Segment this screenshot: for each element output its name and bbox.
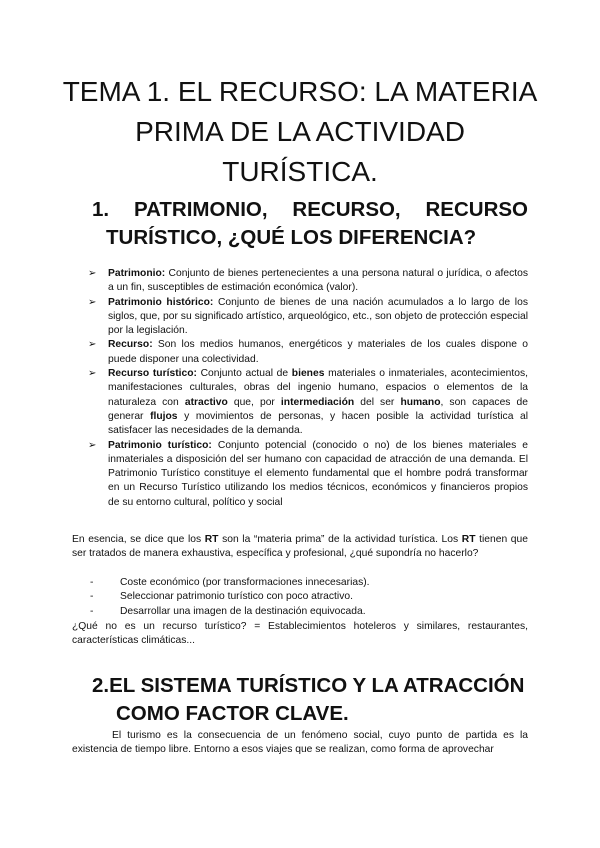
title-line-1: TEMA 1. EL RECURSO: LA MATERIA xyxy=(62,76,538,107)
definition-text: Son los medios humanos, energéticos y materiales de los cuales dispone o puede disponer una colectividad. xyxy=(108,339,528,365)
arrow-bullet-icon: ➢ xyxy=(88,268,97,279)
term: Patrimonio turístico: xyxy=(108,439,212,451)
arrow-bullet-icon: ➢ xyxy=(88,339,97,351)
section-1-heading-row-1 xyxy=(92,196,528,224)
keyword: humano xyxy=(400,396,441,408)
definitions-list xyxy=(88,267,528,510)
section-1-heading-row-2: TURÍSTICO, ¿QUÉ LOS DIFERENCIA? xyxy=(106,226,477,249)
list-item xyxy=(88,338,528,367)
consequences-list xyxy=(90,576,510,619)
section-2-heading-row-1: 2.EL SISTEMA TURÍSTICO Y LA ATRACCIÓN xyxy=(92,674,525,697)
paragraph-text: son la “materia prima” de la actividad turística. Los xyxy=(218,534,462,545)
keyword: RT xyxy=(204,534,219,545)
section-2-heading-row-2: COMO FACTOR CLAVE. xyxy=(116,702,349,725)
paragraph-materia-prima xyxy=(72,533,528,562)
definition-text: y movimientos de personas, y hacen posible la actividad turística al satisfacer las necesidades de la demanda. xyxy=(108,410,529,437)
list-item xyxy=(88,439,528,510)
page-title xyxy=(60,72,540,192)
keyword: RT xyxy=(461,534,476,545)
definition-text: , son capaces de generar xyxy=(108,396,528,422)
term: Patrimonio: xyxy=(108,268,166,279)
definition-text: que, por xyxy=(227,396,281,408)
definition-text: Conjunto de bienes pertenecientes a una persona natural o jurídica, o afectos a un fin, susceptibles de estimación económica (valor). xyxy=(108,268,528,294)
keyword: flujos xyxy=(150,410,178,422)
title-line-3: TURÍSTICA. xyxy=(222,156,378,187)
section-1-heading xyxy=(92,196,528,252)
section-1-word-1: PATRIMONIO, xyxy=(133,198,268,221)
section-1-word-3: RECURSO xyxy=(425,198,528,221)
list-item: - Coste económico (por transformaciones innecesarias). xyxy=(90,576,510,590)
list-item xyxy=(88,367,528,438)
paragraph-text: En esencia, se dice que los xyxy=(72,534,205,545)
paragraph-tourism-system: El turismo es la consecuencia de un fenómeno social, cuyo punto de partida es la existencia de tiempo libre. Entorno a esos viajes que se realizan, como forma de aprovechar xyxy=(72,730,528,756)
title-line-2: PRIMA DE LA ACTIVIDAD xyxy=(135,116,465,147)
definition-text: Conjunto de bienes de una nación acumulados a lo largo de los siglos, que, por su significado artístico, arqueológico, etc., son objeto de protección especial por la legislación. xyxy=(108,296,528,337)
arrow-bullet-icon: ➢ xyxy=(88,368,97,380)
keyword: bienes xyxy=(291,368,325,380)
definition-text: Conjunto potencial (conocido o no) de los bienes materiales e inmateriales a disposición del ser humano con capacidad de atracción de una demanda. El Patrimonio Turístico constituye el elemento fundamental que el hombre podrá transformar en un Recurso Turístico utilizando los medios técnicos, económicos y financieros propios de su entorno cultural, político y social xyxy=(108,439,529,508)
arrow-bullet-icon: ➢ xyxy=(88,296,97,308)
arrow-bullet-icon: ➢ xyxy=(88,439,97,451)
term: Recurso turístico: xyxy=(108,368,197,380)
paragraph-not-resource: ¿Qué no es un recurso turístico? = Establecimientos hoteleros y similares, restaurantes, características climáticas... xyxy=(72,621,528,647)
term: Recurso: xyxy=(108,339,153,351)
keyword: intermediación xyxy=(280,396,355,408)
section-1-number: 1. xyxy=(92,198,110,221)
list-item: - Seleccionar patrimonio turístico con poco atractivo. xyxy=(90,590,510,604)
list-item xyxy=(88,296,528,339)
definition-text: Conjunto actual de xyxy=(196,368,292,380)
paragraph-text: tienen que ser tratados de manera exhaustiva, específica y profesional, ¿qué supondría no hacerlo? xyxy=(72,534,528,560)
list-item: - Desarrollar una imagen de la destinación equivocada. xyxy=(90,605,510,619)
definition-text: del ser xyxy=(354,396,401,408)
section-1-word-2: RECURSO, xyxy=(292,198,401,221)
list-item xyxy=(88,267,528,296)
term: Patrimonio histórico: xyxy=(108,296,214,308)
definition-text: materiales o inmateriales, acontecimientos, manifestaciones culturales, obras del ingenio humano, espacios o elementos de la naturaleza con xyxy=(108,368,528,408)
section-2-heading xyxy=(92,672,532,728)
keyword: atractivo xyxy=(184,396,228,408)
